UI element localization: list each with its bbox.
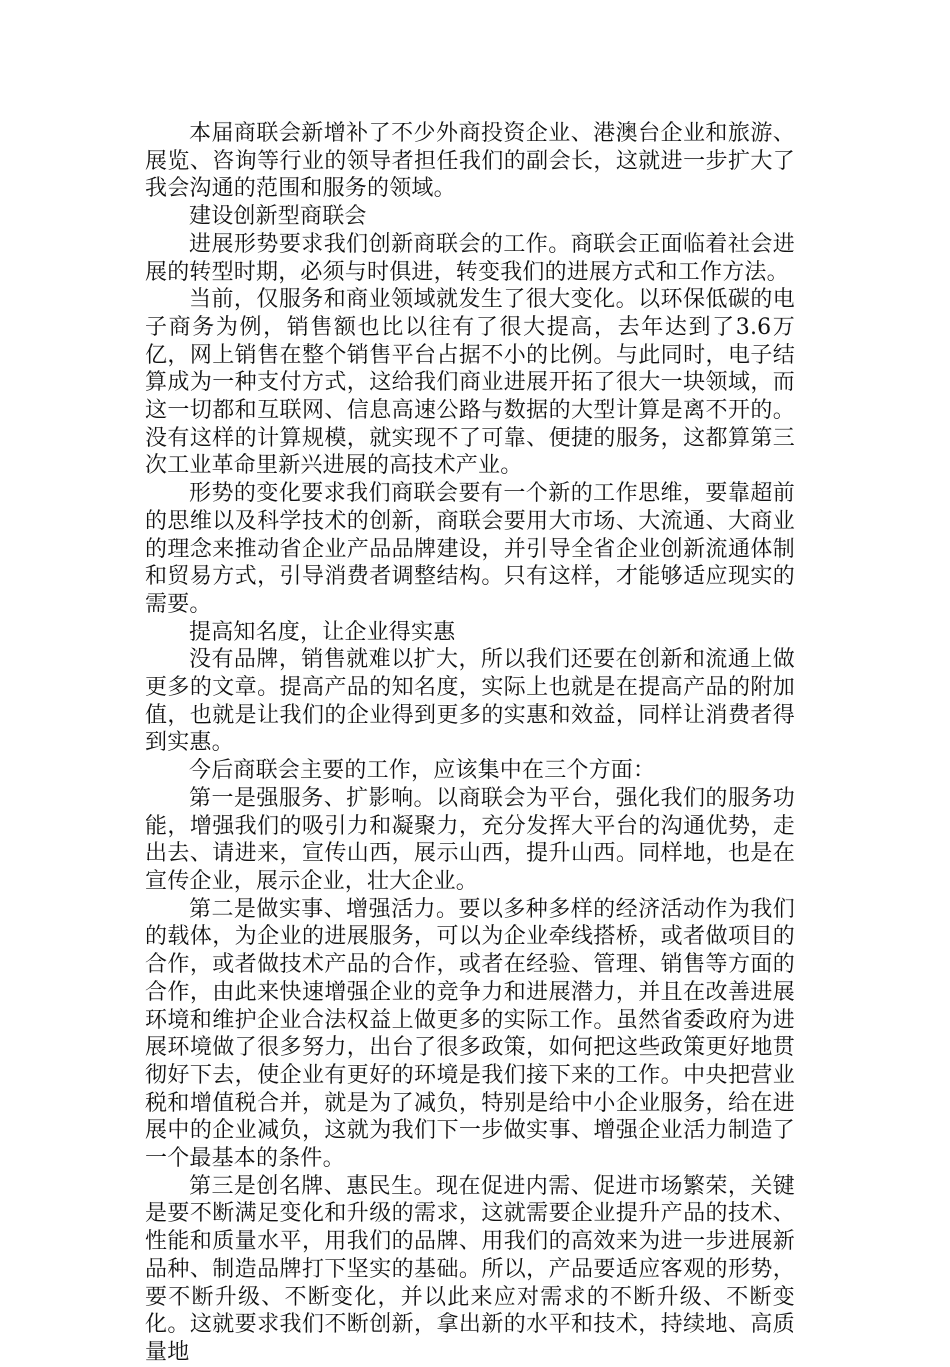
paragraph-second-aspect: 第二是做实事、增强活力。要以多种多样的经济活动作为我们的载体，为企业的进展服务，可以为企业牵线搭桥，或者做项目的合作，或者做技术产品的合作，或者在经验、管理、销售等方面的合作，由此来快速增强企业的竞争力和进展潜力，并且在改善进展环境和维护企业合法权益上做更多的实际工作。虽然省委政府为进展环境做了很多努力，出台了很多政策，如何把这些政策更好地贯彻好下去，使企业有更好的环境是我们接下来的工作。中央把营业税和增值税合并，就是为了减负，特别是给中小企业服务，给在进展中的企业减负，这就为我们下一步做实事、增强企业活力制造了一个最基本的条件。	[145, 896, 795, 1172]
paragraph-brand-value: 没有品牌，销售就难以扩大，所以我们还要在创新和流通上做更多的文章。提高产品的知名度，实际上也就是在提高产品的附加值，也就是让我们的企业得到更多的实惠和效益，同样让消费者得到实惠。	[145, 647, 795, 756]
paragraph-innovation-requirement: 进展形势要求我们创新商联会的工作。商联会正面临着社会进展的转型时期，必须与时俱进，转变我们的进展方式和工作方法。	[145, 231, 795, 285]
heading-innovative-chamber: 建设创新型商联会	[189, 204, 367, 230]
paragraph-ecommerce: 当前，仅服务和商业领域就发生了很大变化。以环保低碳的电子商务为例，销售额也比以往有了很大提高，去年达到了3.6万亿，网上销售在整个销售平台占据不小的比例。与此同时，电子结算成为一种支付方式，这给我们商业进展开拓了很大一块领域，而这一切都和互联网、信息高速公路与数据的大型计算是离不开的。没有这样的计算规模，就实现不了可靠、便捷的服务，这都算第三次工业革命里新兴进展的高技术产业。	[145, 287, 795, 479]
paragraph-third-aspect: 第三是创名牌、惠民生。现在促进内需、促进市场繁荣，关键是要不断满足变化和升级的需求，这就需要企业提升产品的技术、性能和质量水平，用我们的品牌、用我们的高效来为进一步进展新品种、制造品牌打下坚实的基础。所以，产品要适应客观的形势，要不断升级、不断变化，并以此来应对需求的不断升级、不断变化。这就要求我们不断创新，拿出新的水平和技术，持续地、高质量地	[145, 1173, 795, 1365]
paragraph-new-thinking: 形势的变化要求我们商联会要有一个新的工作思维，要靠超前的思维以及科学技术的创新，商联会要用大市场、大流通、大商业的理念来推动省企业产品品牌建设，并引导全省企业创新流通体制和贸易方式，引导消费者调整结构。只有这样，才能够适应现实的需要。	[145, 481, 795, 617]
document-body	[145, 120, 795, 1367]
heading-brand-awareness: 提高知名度，让企业得实惠	[189, 619, 456, 645]
paragraph-three-aspects: 今后商联会主要的工作，应该集中在三个方面：	[189, 758, 656, 784]
paragraph-vice-presidents: 本届商联会新增补了不少外商投资企业、港澳台企业和旅游、展览、咨询等行业的领导者担任我们的副会长，这就进一步扩大了我会沟通的范围和服务的领域。	[145, 121, 795, 202]
paragraph-first-aspect: 第一是强服务、扩影响。以商联会为平台，强化我们的服务功能，增强我们的吸引力和凝聚力，充分发挥大平台的沟通优势，走出去、请进来，宣传山西，展示山西，提升山西。同样地，也是在宣传企业，展示企业，壮大企业。	[145, 785, 795, 894]
